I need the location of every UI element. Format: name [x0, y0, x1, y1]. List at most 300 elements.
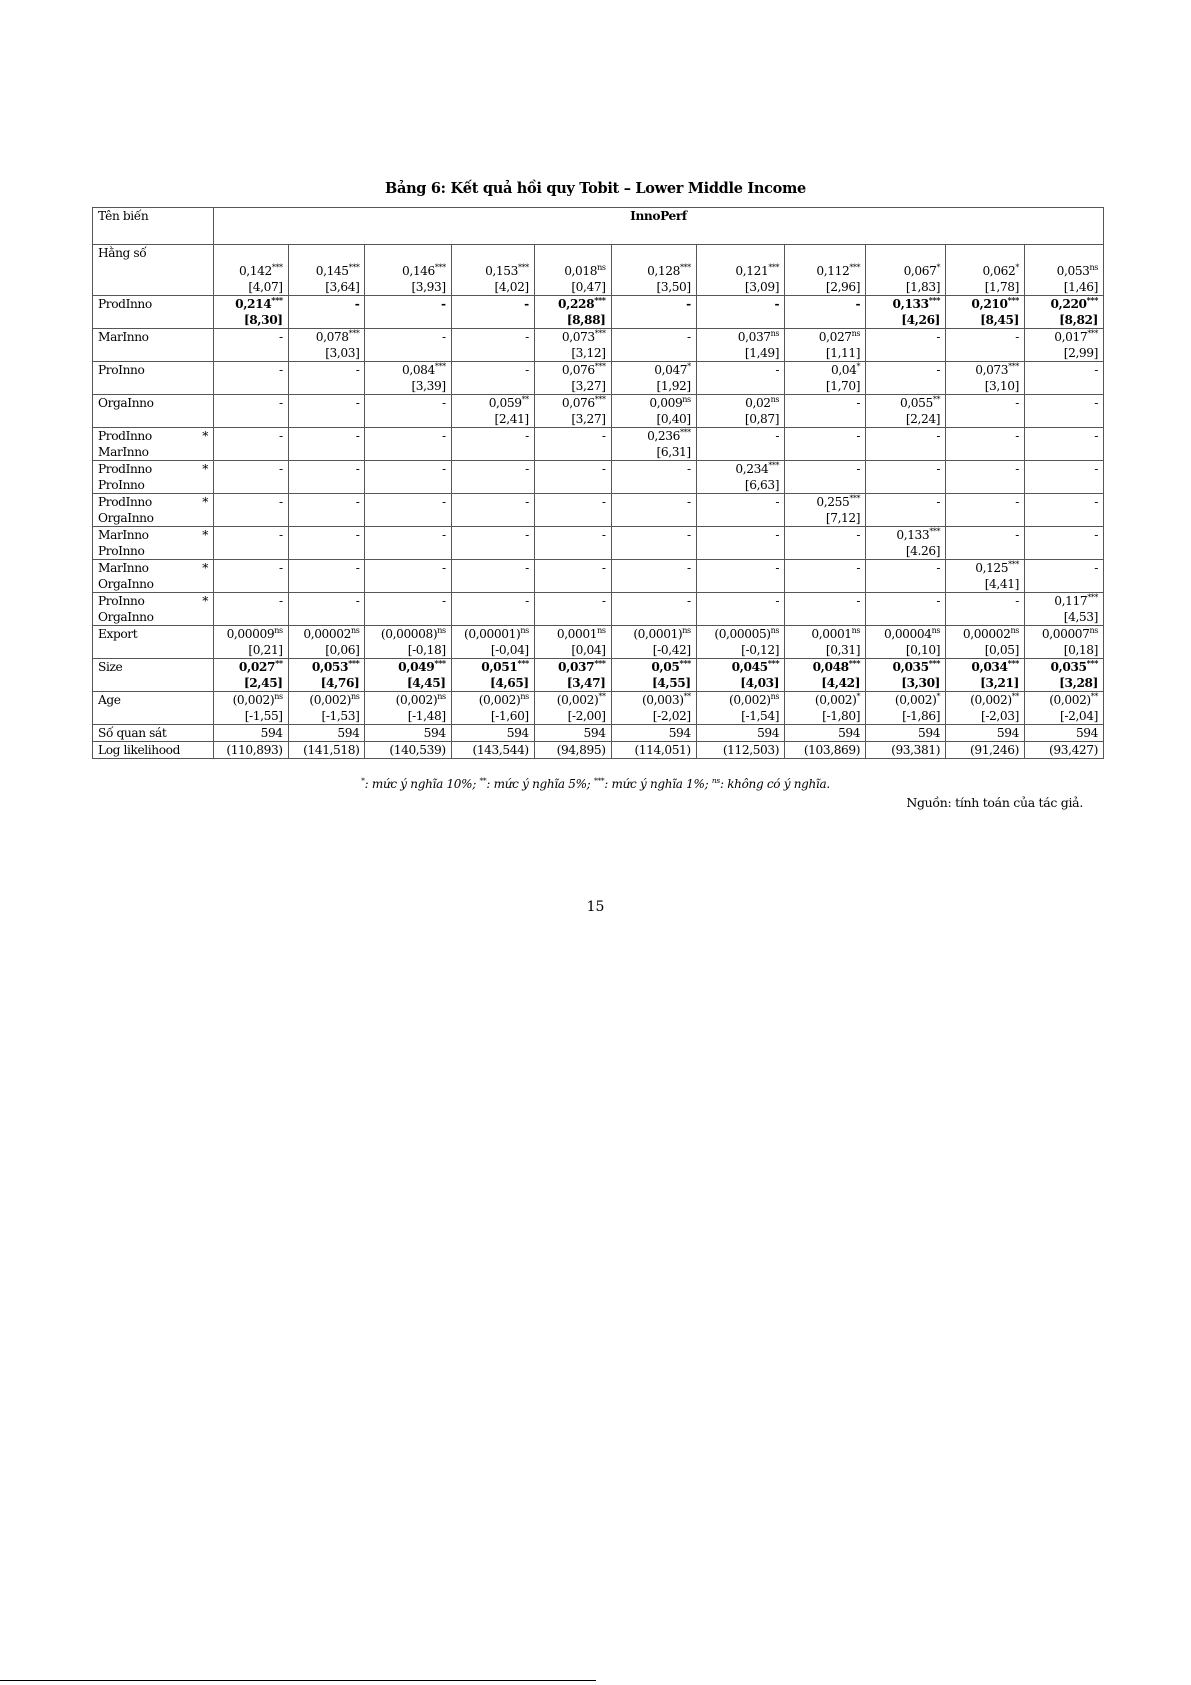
coefficient-value: -: [278, 594, 283, 608]
stat-cell: (103,869): [785, 742, 866, 759]
coefficient-cell: [1024, 659, 1103, 692]
coefficient-value: $0,053^{ns}$: [1056, 263, 1098, 278]
coefficient-value: -: [355, 429, 360, 443]
coefficient-value: -: [278, 495, 283, 509]
coefficient-value: 0,128***: [647, 263, 691, 278]
coefficient-value: 0,145***: [315, 263, 360, 278]
coefficient-cell: [611, 626, 696, 659]
table-row: [93, 428, 1104, 461]
coefficient-cell: [946, 527, 1025, 560]
significance-mark: ns: [770, 395, 780, 404]
stat-cell: 594: [451, 725, 534, 742]
coefficient-cell: [946, 494, 1025, 527]
t-statistic: [951, 510, 1019, 526]
coefficient-cell: [785, 329, 866, 362]
coefficient-cell: [451, 692, 534, 725]
coefficient-cell: [1024, 329, 1103, 362]
coefficient-value: 0,073***: [561, 329, 606, 344]
variable-name: Age: [93, 692, 214, 725]
coefficient-value: -: [524, 297, 529, 311]
significance-mark: ***: [928, 295, 941, 305]
t-statistic: [3,47]: [566, 676, 606, 690]
coefficient-cell: [866, 560, 946, 593]
coefficient-cell: [534, 362, 611, 395]
coefficient-value: $(0,0001)^{ns}$: [633, 626, 691, 641]
coefficient-value: $0,00007^{ns}$: [1041, 626, 1098, 641]
coefficient-value: (0,002)*: [894, 692, 941, 707]
significance-mark: *: [936, 263, 941, 272]
page-number: 15: [586, 899, 605, 915]
t-statistic: [871, 510, 940, 526]
coefficient-cell: [288, 428, 365, 461]
interaction-star: *: [202, 561, 208, 575]
stat-cell: (93,381): [866, 742, 946, 759]
t-statistic: [0,47]: [571, 280, 606, 294]
variable-name-line2: OrgaInno: [98, 577, 154, 591]
t-statistic: [1,70]: [825, 379, 861, 393]
coefficient-cell: [213, 527, 288, 560]
t-statistic: [3,03]: [325, 346, 360, 360]
t-statistic: [457, 444, 529, 460]
t-statistic: [1030, 543, 1098, 559]
variable-name: [93, 560, 214, 593]
t-statistic: [3,12]: [571, 346, 606, 360]
interaction-star: *: [202, 594, 208, 608]
coefficient-value: 0,228***: [558, 295, 606, 311]
coefficient-cell: [946, 461, 1025, 494]
coefficient-cell: [696, 329, 784, 362]
t-statistic: [1030, 510, 1098, 526]
coefficient-cell: [288, 245, 365, 296]
coefficient-value: -: [1015, 429, 1019, 443]
significance-mark: *: [687, 362, 691, 371]
table-row: [93, 329, 1104, 362]
coefficient-cell: [534, 296, 611, 329]
coefficient-cell: [213, 428, 288, 461]
t-statistic: [1,46]: [1063, 280, 1098, 294]
t-statistic: [4,65]: [489, 676, 529, 690]
coefficient-value: $(0,002)^{ns}$: [395, 692, 446, 707]
coefficient-value: (0,002)*: [814, 692, 861, 707]
coefficient-value: 0,220***: [1050, 295, 1098, 311]
coefficient-value: -: [601, 528, 606, 542]
stat-cell: (114,051): [611, 742, 696, 759]
coefficient-cell: [213, 395, 288, 428]
coefficient-value: $(0,00005)^{ns}$: [714, 626, 780, 641]
t-statistic: [-0,04]: [490, 643, 529, 657]
coefficient-cell: [1024, 395, 1103, 428]
coefficient-cell: [288, 461, 365, 494]
coefficient-value: -: [1094, 462, 1098, 476]
t-statistic: [8,30]: [243, 313, 283, 327]
significance-mark: **: [683, 692, 691, 701]
coefficient-value: 0,214***: [235, 295, 283, 311]
coefficient-value: -: [775, 561, 780, 575]
coefficient-value: -: [936, 462, 941, 476]
coefficient-value: -: [278, 330, 283, 344]
t-statistic: [294, 411, 360, 427]
coefficient-cell: [288, 692, 365, 725]
t-statistic: [370, 576, 445, 592]
variable-name-line1: ProdInno: [98, 429, 152, 443]
coefficient-value: -: [525, 462, 529, 476]
coefficient-value: 0,210***: [971, 295, 1019, 311]
coefficient-cell: [866, 593, 946, 626]
significance-mark: ns: [597, 263, 606, 272]
t-statistic: [871, 609, 940, 625]
t-statistic: [4,42]: [821, 676, 861, 690]
coefficient-value: -: [936, 561, 941, 575]
variable-name: ProdInno: [93, 296, 214, 329]
t-statistic: [871, 576, 940, 592]
coefficient-cell: [1024, 527, 1103, 560]
coefficient-value: $0,00004^{ns}$: [883, 626, 941, 641]
coefficient-value: 0,133***: [896, 527, 941, 542]
t-statistic: [8,45]: [980, 313, 1019, 327]
coefficient-value: -: [1094, 396, 1098, 410]
t-statistic: [4,76]: [320, 676, 360, 690]
t-statistic: [617, 312, 691, 328]
coefficient-cell: [611, 659, 696, 692]
regression-table: [92, 207, 1104, 759]
t-statistic: [294, 543, 360, 559]
coefficient-cell: [534, 329, 611, 362]
coefficient-cell: [451, 461, 534, 494]
coefficient-cell: [451, 527, 534, 560]
coefficient-value: (0,003)**: [641, 692, 691, 707]
t-statistic: [4,26]: [901, 313, 941, 327]
t-statistic: [3,28]: [1059, 676, 1098, 690]
coefficient-cell: [534, 593, 611, 626]
t-statistic: [1030, 576, 1098, 592]
t-statistic: [370, 411, 445, 427]
variable-name: Hằng số: [93, 245, 214, 296]
coefficient-value: -: [687, 594, 691, 608]
coefficient-cell: [213, 245, 288, 296]
t-statistic: [790, 312, 860, 328]
coefficient-cell: [866, 296, 946, 329]
coefficient-cell: [785, 245, 866, 296]
coefficient-value: -: [441, 429, 446, 443]
t-statistic: [219, 609, 283, 625]
header-row: [93, 208, 1104, 245]
coefficient-value: -: [1015, 462, 1019, 476]
coefficient-value: -: [775, 594, 780, 608]
coefficient-cell: [946, 329, 1025, 362]
coefficient-value: 0,055**: [899, 395, 941, 410]
coefficient-cell: [365, 560, 451, 593]
coefficient-cell: [946, 428, 1025, 461]
significance-mark: **: [275, 658, 283, 668]
coefficient-value: -: [856, 561, 861, 575]
t-statistic: [702, 576, 779, 592]
coefficient-cell: [696, 494, 784, 527]
coefficient-cell: [534, 626, 611, 659]
coefficient-value: 0,117***: [1054, 593, 1098, 608]
coefficient-cell: [534, 494, 611, 527]
significance-mark: ***: [849, 263, 861, 272]
coefficient-value: -: [441, 594, 446, 608]
coefficient-value: -: [278, 363, 283, 377]
coefficient-value: 0,076***: [561, 395, 606, 410]
significance-mark: ns: [770, 692, 780, 701]
coefficient-cell: [1024, 245, 1103, 296]
coefficient-value: 0,048***: [812, 658, 861, 674]
variable-name: Export: [93, 626, 214, 659]
coefficient-value: -: [1094, 429, 1098, 443]
coefficient-cell: [946, 659, 1025, 692]
coefficient-value: -: [278, 396, 283, 410]
coefficient-cell: [611, 593, 696, 626]
coefficient-value: 0,017***: [1054, 329, 1098, 344]
coefficient-cell: [213, 626, 288, 659]
coefficient-cell: [451, 626, 534, 659]
t-statistic: [-1,54]: [741, 709, 780, 723]
significance-mark: ***: [434, 362, 446, 371]
t-statistic: [294, 444, 360, 460]
t-statistic: [370, 312, 445, 328]
t-statistic: [0,31]: [825, 643, 861, 657]
coefficient-cell: [696, 659, 784, 692]
coefficient-cell: [611, 428, 696, 461]
coefficient-cell: [946, 560, 1025, 593]
t-statistic: [457, 345, 529, 361]
table-row: [93, 296, 1104, 329]
significance-mark: *: [856, 362, 861, 371]
variable-name-line1: ProInno: [98, 594, 145, 608]
significance-mark: ***: [271, 263, 283, 272]
coefficient-value: $(0,002)^{ns}$: [232, 692, 283, 707]
t-statistic: [370, 510, 445, 526]
group-header: InnoPerf: [213, 208, 1103, 245]
coefficient-cell: [1024, 692, 1103, 725]
coefficient-value: -: [1015, 495, 1019, 509]
variable-name: [93, 527, 214, 560]
coefficient-value: $0,00009^{ns}$: [226, 626, 283, 641]
t-statistic: [4,53]: [1063, 610, 1098, 624]
t-statistic: [1,83]: [905, 280, 941, 294]
coefficient-cell: [365, 428, 451, 461]
variable-name: Size: [93, 659, 214, 692]
coefficient-cell: [866, 659, 946, 692]
t-statistic: [3,50]: [656, 280, 691, 294]
significance-mark: ***: [594, 362, 606, 371]
table-body: [93, 245, 1104, 759]
coefficient-value: -: [355, 594, 360, 608]
coefficient-cell: [1024, 593, 1103, 626]
variable-name-line1: ProdInno: [98, 495, 152, 509]
t-statistic: [2,24]: [905, 412, 941, 426]
significance-mark: **: [598, 692, 606, 701]
coefficient-value: -: [601, 495, 606, 509]
coefficient-cell: [288, 560, 365, 593]
coefficient-cell: [1024, 626, 1103, 659]
t-statistic: [951, 411, 1019, 427]
variable-name: [93, 494, 214, 527]
coefficient-cell: [611, 461, 696, 494]
t-statistic: [617, 477, 691, 493]
significance-mark: ns: [274, 626, 283, 635]
t-statistic: [702, 510, 779, 526]
coefficient-cell: [213, 494, 288, 527]
coefficient-cell: [946, 245, 1025, 296]
significance-mark: ns: [851, 329, 861, 338]
t-statistic: [294, 576, 360, 592]
coefficient-cell: [534, 428, 611, 461]
coefficient-value: -: [355, 462, 360, 476]
coefficient-value: 0,112***: [816, 263, 861, 278]
t-statistic: [951, 345, 1019, 361]
coefficient-value: -: [687, 462, 691, 476]
t-statistic: [3,39]: [411, 379, 446, 393]
coefficient-cell: [785, 560, 866, 593]
significance-mark: ns: [1089, 263, 1098, 272]
coefficient-value: -: [278, 429, 283, 443]
coefficient-value: -: [856, 396, 861, 410]
coefficient-cell: [365, 626, 451, 659]
significance-mark: **: [932, 395, 941, 404]
coefficient-cell: [365, 659, 451, 692]
coefficient-value: -: [355, 561, 360, 575]
coefficient-cell: [866, 626, 946, 659]
name-header: Tên biến: [93, 208, 214, 245]
coefficient-value: 0,059**: [488, 395, 529, 410]
footnote-separator: [0, 1680, 596, 1681]
significance-mark: *: [856, 692, 861, 701]
coefficient-cell: [288, 626, 365, 659]
coefficient-value: -: [936, 363, 941, 377]
t-statistic: [370, 609, 445, 625]
coefficient-value: 0,236***: [647, 428, 691, 443]
t-statistic: [219, 345, 283, 361]
significance-mark: ***: [929, 527, 941, 536]
significance-mark: ***: [348, 329, 360, 338]
coefficient-value: -: [441, 330, 446, 344]
t-statistic: [-0,12]: [741, 643, 780, 657]
coefficient-cell: [946, 692, 1025, 725]
stat-cell: 594: [611, 725, 696, 742]
coefficient-cell: [866, 395, 946, 428]
t-statistic: [540, 609, 606, 625]
coefficient-value: $(0,00001)^{ns}$: [464, 626, 529, 641]
t-statistic: [617, 543, 691, 559]
significance-mark: *: [936, 692, 941, 701]
source-note: Nguồn: tính toán của tác giả.: [906, 795, 1083, 810]
significance-mark: ***: [679, 428, 691, 437]
t-statistic: [1030, 477, 1098, 493]
variable-name: Số quan sát: [93, 725, 214, 742]
coefficient-value: -: [856, 528, 861, 542]
table-row: [93, 395, 1104, 428]
t-statistic: [951, 609, 1019, 625]
coefficient-cell: [288, 296, 365, 329]
coefficient-cell: [785, 626, 866, 659]
significance-mark: ***: [768, 461, 780, 470]
coefficient-cell: [866, 692, 946, 725]
t-statistic: [702, 609, 779, 625]
t-statistic: [-1,86]: [902, 709, 941, 723]
t-statistic: [8,82]: [1059, 313, 1098, 327]
t-statistic: [790, 477, 860, 493]
variable-name: [93, 428, 214, 461]
coefficient-cell: [696, 527, 784, 560]
coefficient-cell: [866, 362, 946, 395]
coefficient-value: -: [525, 561, 529, 575]
coefficient-value: -: [775, 528, 780, 542]
coefficient-cell: [451, 428, 534, 461]
variable-name-line1: MarInno: [98, 561, 149, 575]
coefficient-cell: [1024, 428, 1103, 461]
t-statistic: [8,88]: [566, 313, 606, 327]
coefficient-cell: [611, 362, 696, 395]
coefficient-cell: [288, 593, 365, 626]
coefficient-cell: [611, 329, 696, 362]
t-statistic: [457, 510, 529, 526]
t-statistic: [370, 444, 445, 460]
t-statistic: [540, 576, 606, 592]
coefficient-cell: [288, 395, 365, 428]
stat-cell: 594: [534, 725, 611, 742]
stat-cell: 594: [288, 725, 365, 742]
coefficient-cell: [288, 527, 365, 560]
t-statistic: [871, 378, 940, 394]
t-statistic: [294, 378, 360, 394]
t-statistic: [0,06]: [325, 643, 360, 657]
t-statistic: [0,04]: [571, 643, 606, 657]
coefficient-cell: [785, 296, 866, 329]
coefficient-cell: [213, 659, 288, 692]
coefficient-cell: [696, 626, 784, 659]
t-statistic: [219, 411, 283, 427]
coefficient-cell: [288, 659, 365, 692]
coefficient-cell: [785, 428, 866, 461]
coefficient-cell: [451, 362, 534, 395]
t-statistic: [617, 576, 691, 592]
t-statistic: [-1,60]: [490, 709, 529, 723]
coefficient-value: -: [856, 429, 861, 443]
coefficient-value: -: [354, 297, 360, 311]
coefficient-value: -: [441, 528, 446, 542]
coefficient-cell: [611, 527, 696, 560]
coefficient-value: -: [355, 363, 360, 377]
t-statistic: [370, 477, 445, 493]
coefficient-cell: [451, 296, 534, 329]
stat-cell: 594: [213, 725, 288, 742]
coefficient-cell: [451, 245, 534, 296]
significance-mark: ns: [520, 692, 529, 701]
coefficient-value: $0,009^{ns}$: [649, 395, 691, 410]
significance-mark: **: [521, 395, 529, 404]
t-statistic: [790, 609, 860, 625]
coefficient-cell: [213, 560, 288, 593]
significance-mark: ns: [851, 626, 861, 635]
coefficient-cell: [534, 395, 611, 428]
t-statistic: [2,99]: [1063, 346, 1098, 360]
stat-cell: (94,895): [534, 742, 611, 759]
stat-cell: 594: [866, 725, 946, 742]
table-caption: Bảng 6: Kết quả hồi quy Tobit – Lower Middle Income: [385, 180, 806, 197]
t-statistic: [4,02]: [494, 280, 529, 294]
coefficient-cell: [534, 560, 611, 593]
t-statistic: [219, 378, 283, 394]
significance-mark: ***: [679, 263, 691, 272]
coefficient-value: -: [278, 528, 283, 542]
coefficient-cell: [611, 494, 696, 527]
table-row: [93, 593, 1104, 626]
significance-mark: **: [1011, 692, 1019, 701]
coefficient-value: 0,076***: [561, 362, 606, 377]
coefficient-value: $(0,002)^{ns}$: [729, 692, 780, 707]
